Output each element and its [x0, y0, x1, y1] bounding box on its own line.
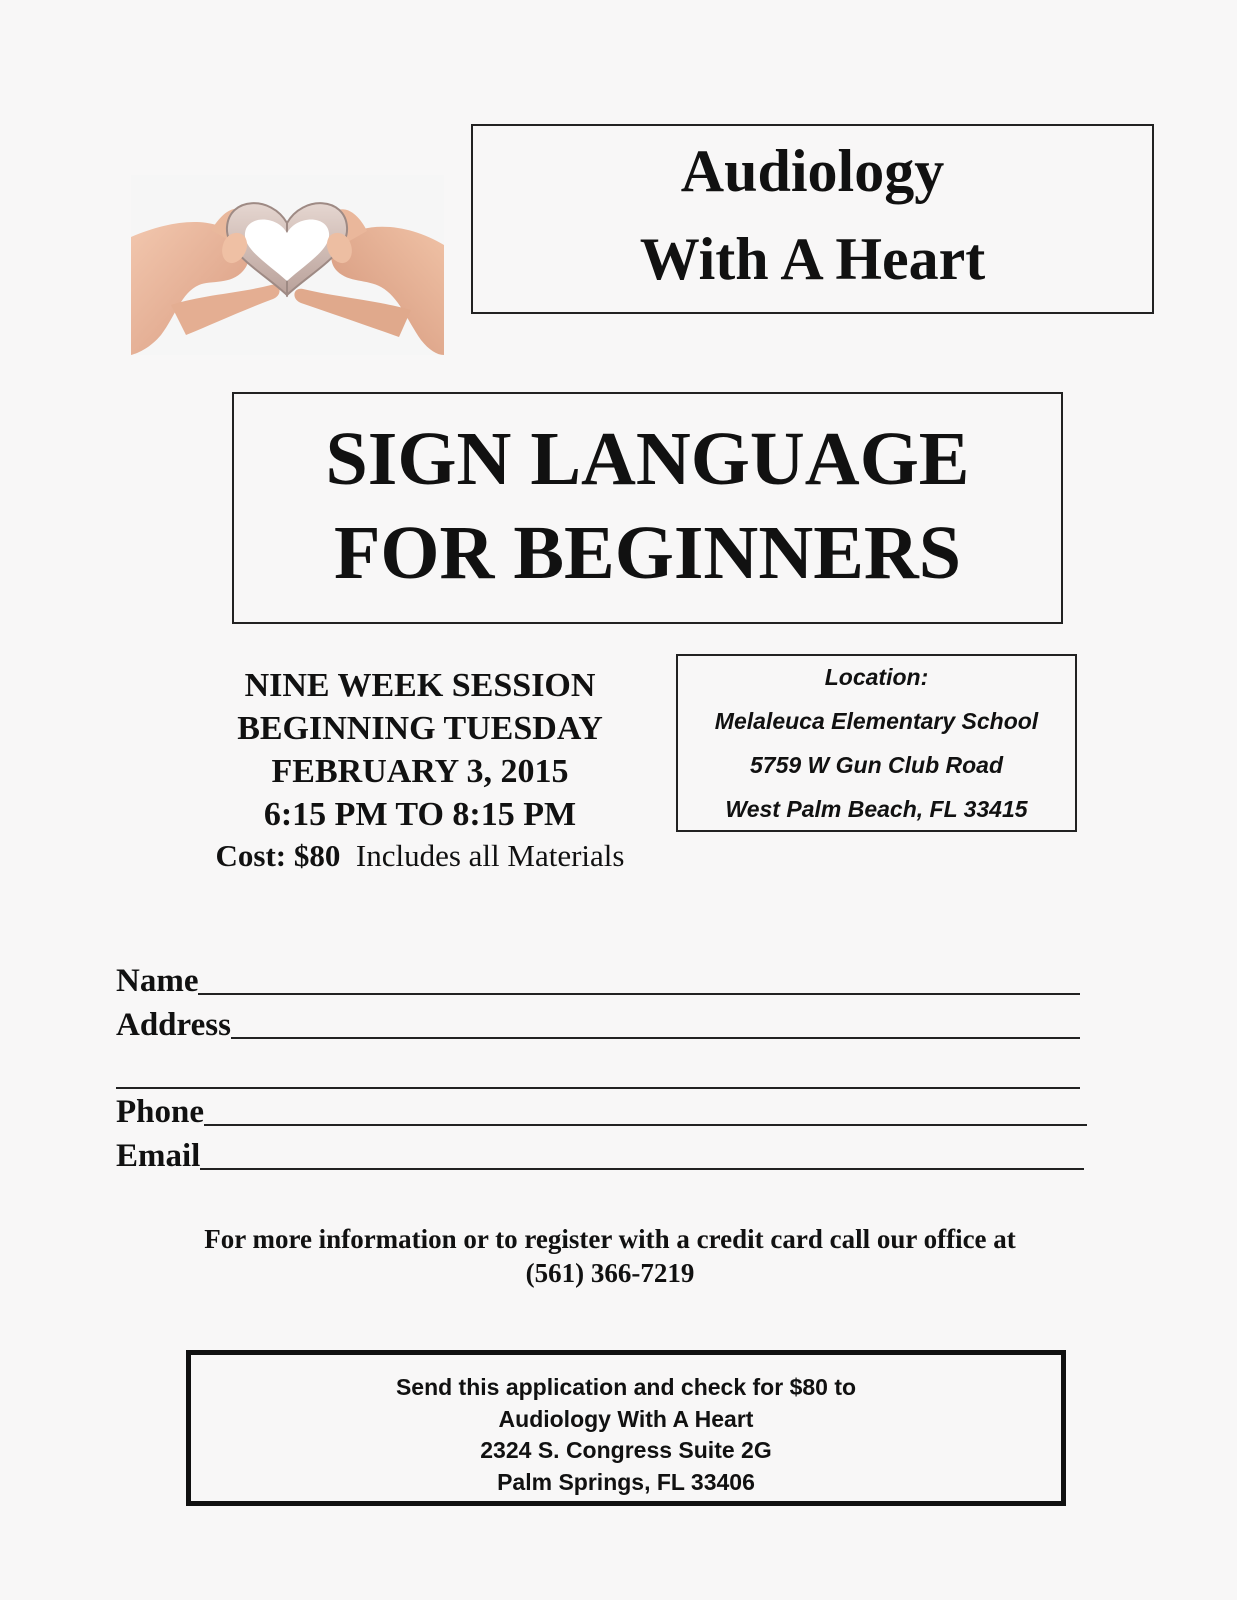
address-field[interactable] — [116, 1008, 1080, 1042]
session-date: FEBRUARY 3, 2015 — [271, 753, 569, 790]
hands-heart-icon — [131, 175, 444, 355]
name-field[interactable] — [116, 964, 1080, 998]
contact-info — [120, 1222, 1100, 1290]
phone-label: Phone — [116, 1094, 205, 1130]
address-label: Address — [116, 1007, 231, 1043]
location-box — [676, 654, 1077, 832]
mail-line2: Audiology With A Heart — [498, 1405, 754, 1432]
location-name: Melaleuca Elementary School — [714, 708, 1039, 734]
hands-heart-photo — [131, 175, 444, 355]
session-time: 6:15 PM TO 8:15 PM — [263, 796, 577, 833]
title-line2: FOR BEGINNERS — [333, 511, 962, 595]
contact-text: For more information or to register with a credit card call our office at — [204, 1224, 1016, 1254]
session-info — [190, 664, 650, 877]
name-line[interactable] — [198, 993, 1080, 995]
address-line[interactable] — [231, 1037, 1080, 1039]
session-line1: NINE WEEK SESSION — [244, 667, 596, 704]
title-box — [232, 392, 1063, 624]
email-line[interactable] — [200, 1168, 1084, 1170]
brand-name-line1: Audiology — [680, 138, 945, 204]
address-line-2[interactable] — [116, 1087, 1080, 1089]
brand-name-line2: With A Heart — [639, 226, 986, 292]
location-label: Location: — [824, 664, 929, 690]
contact-phone: (561) 366-7219 — [525, 1258, 695, 1288]
name-label: Name — [116, 963, 199, 999]
phone-field[interactable] — [116, 1095, 1087, 1129]
mail-line1: Send this application and check for $80 to — [395, 1374, 857, 1400]
mail-line4: Palm Springs, FL 33406 — [497, 1468, 755, 1495]
session-cost — [190, 834, 650, 877]
location-street: 5759 W Gun Club Road — [749, 752, 1004, 778]
mailing-box — [186, 1350, 1066, 1506]
cost-note: Includes all Materials — [355, 838, 625, 873]
email-label: Email — [116, 1138, 201, 1174]
cost-label: Cost: $80 — [215, 838, 341, 873]
email-field[interactable] — [116, 1139, 1084, 1173]
mail-line3: 2324 S. Congress Suite 2G — [480, 1437, 772, 1463]
phone-line[interactable] — [204, 1124, 1087, 1126]
title-line1: SIGN LANGUAGE — [325, 417, 970, 501]
location-city: West Palm Beach, FL 33415 — [725, 796, 1028, 822]
session-line2: BEGINNING TUESDAY — [237, 710, 603, 747]
brand-box — [471, 124, 1154, 314]
